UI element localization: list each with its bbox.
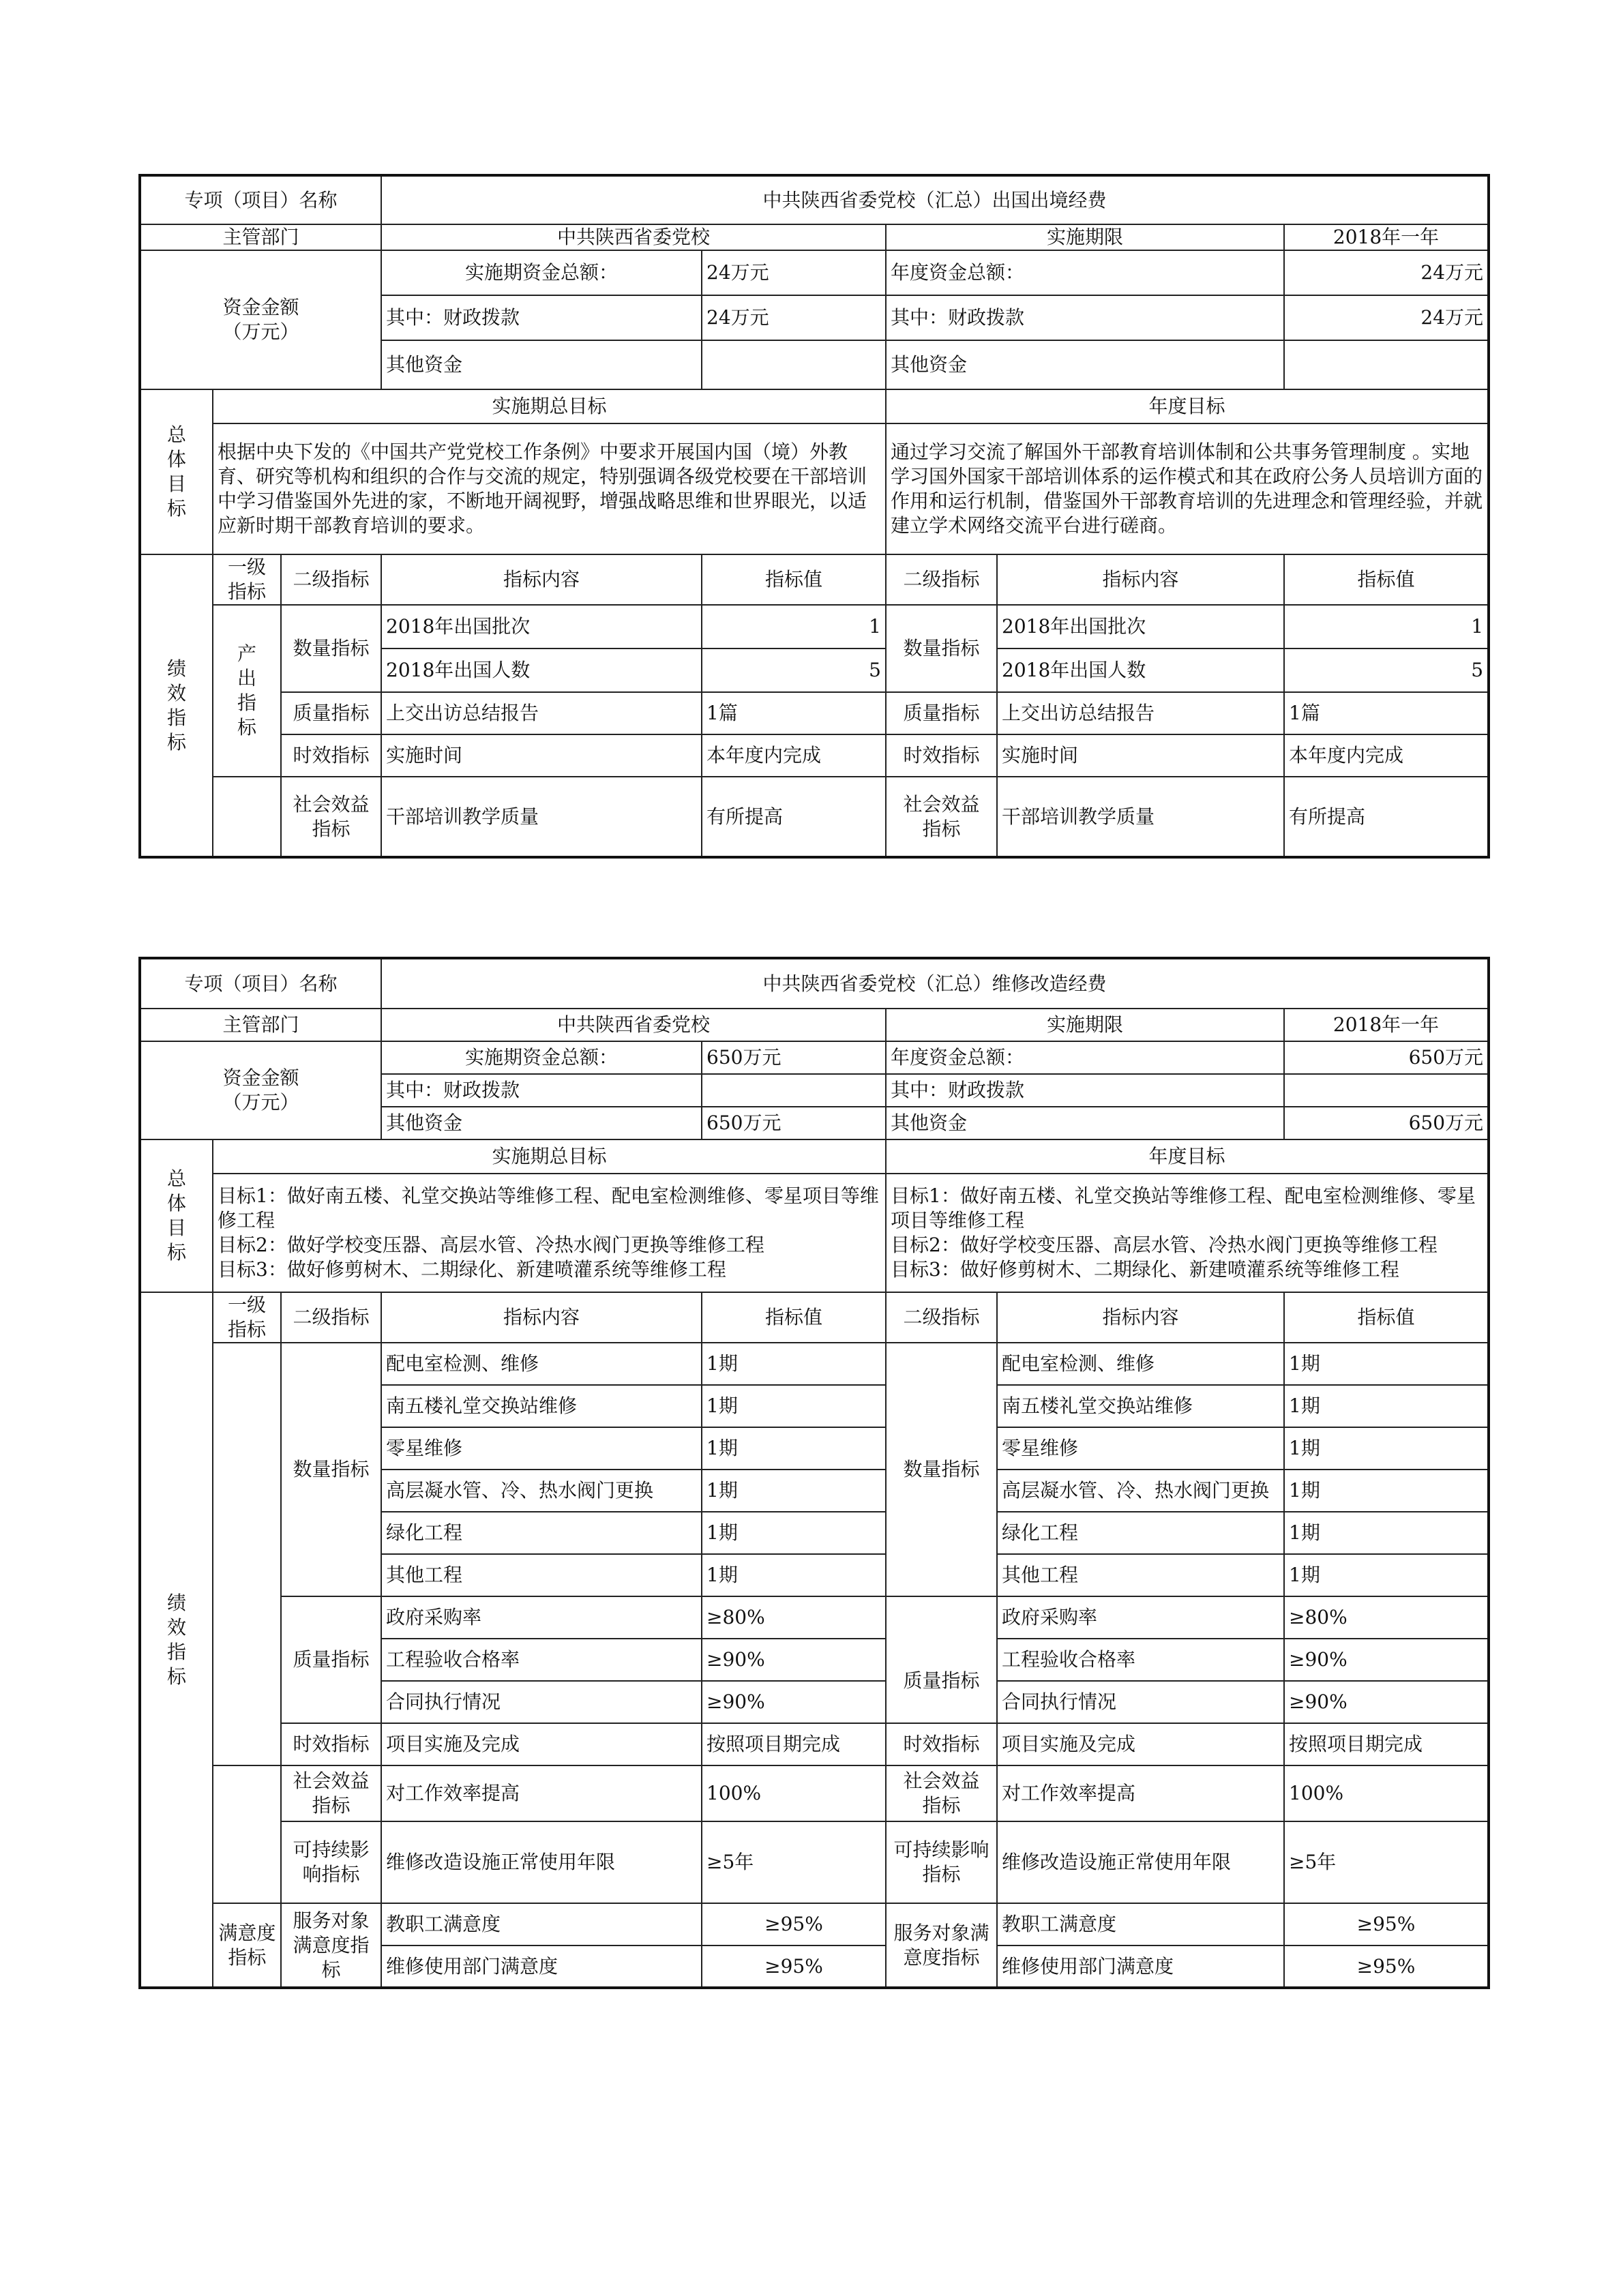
row-value: 1期 [702, 1385, 886, 1427]
year-row-value: 本年度内完成 [1284, 734, 1489, 777]
row-value: 100% [702, 1765, 886, 1821]
period-goal-line: 目标3：做好修剪树木、二期绿化、新建喷灌系统等维修工程 [218, 1258, 726, 1281]
dept-label: 主管部门 [140, 224, 381, 250]
year-other-value [1284, 340, 1489, 389]
period-goal-text: 根据中央下发的《中国共产党党校工作条例》中要求开展国内国（境）外教育、研究等机构和组织的合作与交流的规定，特别强调各级党校要在干部培训中学习借鉴国外先进的家，不断地开阔视野，增强战略思维和世界眼光，以适应新时期干部教育培训的要求。 [213, 423, 886, 554]
year-sustain-label [886, 1821, 997, 1903]
year-other-value: 650万元 [1284, 1107, 1489, 1139]
fiscal-value: 24万元 [702, 295, 886, 340]
row-content: 南五楼礼堂交换站维修 [381, 1385, 702, 1427]
fiscal-value [702, 1074, 886, 1107]
year-quality-label: 质量指标 [886, 692, 997, 734]
year-time-label: 时效指标 [886, 734, 997, 777]
row-content: 2018年出国人数 [381, 648, 702, 692]
social-label [281, 1765, 381, 1821]
row-value: 本年度内完成 [702, 734, 886, 777]
year-qty-label: 数量指标 [886, 1343, 997, 1596]
goal-label-text: 总体目标 [166, 423, 186, 520]
period-label: 实施期限 [886, 1009, 1284, 1041]
goal-label [140, 1139, 213, 1292]
row-value: ≥90% [702, 1639, 886, 1681]
year-row-content: 项目实施及完成 [997, 1723, 1284, 1765]
time-label: 时效指标 [281, 734, 381, 777]
year-social-label [886, 777, 997, 857]
output-l1-empty [213, 1343, 281, 1765]
project-table-2 [138, 957, 1490, 1989]
level1-header-text: 一级指标 [227, 556, 266, 603]
year-row-content: 合同执行情况 [997, 1681, 1284, 1723]
year-total-value: 24万元 [1284, 250, 1489, 295]
year-row-value: ≥90% [1284, 1639, 1489, 1681]
period-label: 实施期限 [886, 224, 1284, 250]
year-goal-label: 年度目标 [886, 1139, 1489, 1174]
time-label: 时效指标 [281, 1723, 381, 1765]
year-row-value: 1 [1284, 605, 1489, 648]
year-social-label-text: 社会效益指标 [903, 1770, 980, 1817]
year-row-content: 对工作效率提高 [997, 1765, 1284, 1821]
row-content: 实施时间 [381, 734, 702, 777]
year-row-content: 实施时间 [997, 734, 1284, 777]
year-satisfaction-l2-label [886, 1903, 997, 1988]
row-content: 政府采购率 [381, 1596, 702, 1639]
year-level2-header: 二级指标 [886, 554, 997, 605]
goal-label [140, 389, 213, 554]
social-label-text: 社会效益指标 [293, 1770, 370, 1817]
year-row-value: ≥90% [1284, 1681, 1489, 1723]
sustain-label [281, 1821, 381, 1903]
row-value: 1期 [702, 1512, 886, 1554]
year-social-label-text: 社会效益指标 [903, 792, 980, 840]
quality-label: 质量指标 [281, 1596, 381, 1723]
year-row-content: 教职工满意度 [997, 1903, 1284, 1945]
year-row-value: ≥80% [1284, 1596, 1489, 1639]
year-row-content: 2018年出国批次 [997, 605, 1284, 648]
level2-header: 二级指标 [281, 1292, 381, 1343]
row-value: ≥90% [702, 1681, 886, 1723]
year-time-label: 时效指标 [886, 1723, 997, 1765]
row-content: 干部培训教学质量 [381, 777, 702, 857]
year-fiscal-value [1284, 1074, 1489, 1107]
row-content: 上交出访总结报告 [381, 692, 702, 734]
year-other-label: 其他资金 [886, 1107, 1284, 1139]
year-satisfaction-l2-text: 服务对象满意度指标 [893, 1921, 989, 1969]
year-row-content: 其他工程 [997, 1554, 1284, 1596]
satisfaction-l1-text: 满意度指标 [218, 1921, 276, 1969]
period-goal-label: 实施期总目标 [213, 389, 886, 423]
effect-l1-empty [213, 777, 281, 857]
goal-label-text: 总体目标 [166, 1167, 186, 1264]
fund-label: 资金金额 （万元） [140, 1041, 381, 1139]
year-level2-header: 二级指标 [886, 1292, 997, 1343]
year-row-content: 绿化工程 [997, 1512, 1284, 1554]
year-row-value: 1期 [1284, 1343, 1489, 1385]
year-content-header: 指标内容 [997, 554, 1284, 605]
row-value: ≥95% [702, 1945, 886, 1988]
period-goal-label: 实施期总目标 [213, 1139, 886, 1174]
year-row-value: ≥95% [1284, 1945, 1489, 1988]
year-row-value: 1期 [1284, 1470, 1489, 1512]
year-goal-label: 年度目标 [886, 389, 1489, 423]
row-value: ≥80% [702, 1596, 886, 1639]
period-value: 2018年一年 [1284, 1009, 1489, 1041]
year-other-label: 其他资金 [886, 340, 1284, 389]
year-content-header: 指标内容 [997, 1292, 1284, 1343]
fund-label: 资金金额 （万元） [140, 250, 381, 389]
project-name: 中共陕西省委党校（汇总）出国出境经费 [381, 175, 1489, 224]
project-name: 中共陕西省委党校（汇总）维修改造经费 [381, 958, 1489, 1009]
qty-label: 数量指标 [281, 1343, 381, 1596]
quality-label: 质量指标 [281, 692, 381, 734]
perf-label-text: 绩效指标 [166, 657, 186, 754]
fiscal-label: 其中：财政拨款 [381, 1074, 702, 1107]
social-label-text: 社会效益指标 [293, 792, 370, 840]
row-value: 有所提高 [702, 777, 886, 857]
dept-value: 中共陕西省委党校 [381, 1009, 886, 1041]
year-row-content: 配电室检测、维修 [997, 1343, 1284, 1385]
project-label: 专项（项目）名称 [140, 175, 381, 224]
value-header: 指标值 [702, 1292, 886, 1343]
satisfaction-l2-text: 服务对象满意度指标 [293, 1909, 370, 1981]
year-fiscal-label: 其中：财政拨款 [886, 1074, 1284, 1107]
year-goal-text [886, 1174, 1489, 1292]
year-fiscal-label: 其中：财政拨款 [886, 295, 1284, 340]
year-row-content: 南五楼礼堂交换站维修 [997, 1385, 1284, 1427]
year-sustain-label-text: 可持续影响指标 [893, 1838, 989, 1885]
row-value: 1篇 [702, 692, 886, 734]
year-row-value: 按照项目期完成 [1284, 1723, 1489, 1765]
qty-label: 数量指标 [281, 605, 381, 692]
value-header: 指标值 [702, 554, 886, 605]
row-content: 零星维修 [381, 1427, 702, 1470]
year-row-content: 零星维修 [997, 1427, 1284, 1470]
dept-value: 中共陕西省委党校 [381, 224, 886, 250]
year-fiscal-value: 24万元 [1284, 295, 1489, 340]
row-value: 1 [702, 605, 886, 648]
year-row-value: 有所提高 [1284, 777, 1489, 857]
row-value: 1期 [702, 1554, 886, 1596]
row-content: 绿化工程 [381, 1512, 702, 1554]
year-value-header: 指标值 [1284, 554, 1489, 605]
year-goal-line: 目标3：做好修剪树木、二期绿化、新建喷灌系统等维修工程 [891, 1258, 1399, 1281]
period-goal-line: 目标2：做好学校变压器、高层水管、冷热水阀门更换等维修工程 [218, 1234, 764, 1256]
year-row-value: ≥95% [1284, 1903, 1489, 1945]
row-value: ≥5年 [702, 1821, 886, 1903]
row-value: 1期 [702, 1427, 886, 1470]
period-goal-text [213, 1174, 886, 1292]
fund-total-value: 650万元 [702, 1041, 886, 1074]
year-quality-label: 质量指标 [886, 1639, 997, 1723]
year-row-content: 2018年出国人数 [997, 648, 1284, 692]
dept-label: 主管部门 [140, 1009, 381, 1041]
output-label-text: 产出指标 [237, 642, 256, 739]
year-total-label: 年度资金总额： [886, 250, 1284, 295]
fund-total-value: 24万元 [702, 250, 886, 295]
year-social-label [886, 1765, 997, 1821]
row-content: 工程验收合格率 [381, 1639, 702, 1681]
year-quality-blank [886, 1596, 997, 1639]
other-label: 其他资金 [381, 1107, 702, 1139]
row-content: 教职工满意度 [381, 1903, 702, 1945]
year-row-value: 1篇 [1284, 692, 1489, 734]
row-content: 配电室检测、维修 [381, 1343, 702, 1385]
social-label [281, 777, 381, 857]
perf-label [140, 1292, 213, 1988]
content-header: 指标内容 [381, 1292, 702, 1343]
other-label: 其他资金 [381, 340, 702, 389]
project-label: 专项（项目）名称 [140, 958, 381, 1009]
level1-header [213, 1292, 281, 1343]
sustain-label-text: 可持续影响指标 [293, 1838, 370, 1885]
project-table-1 [138, 174, 1490, 859]
year-row-content: 高层凝水管、冷、热水阀门更换 [997, 1470, 1284, 1512]
level1-header [213, 554, 281, 605]
row-content: 维修改造设施正常使用年限 [381, 1821, 702, 1903]
year-row-value: 1期 [1284, 1554, 1489, 1596]
year-total-label: 年度资金总额： [886, 1041, 1284, 1074]
row-content: 高层凝水管、冷、热水阀门更换 [381, 1470, 702, 1512]
other-value: 650万元 [702, 1107, 886, 1139]
fund-total-label: 实施期资金总额： [381, 250, 702, 295]
year-row-content: 维修改造设施正常使用年限 [997, 1821, 1284, 1903]
row-content: 维修使用部门满意度 [381, 1945, 702, 1988]
year-row-value: 1期 [1284, 1385, 1489, 1427]
row-value: ≥95% [702, 1903, 886, 1945]
year-row-content: 上交出访总结报告 [997, 692, 1284, 734]
year-row-content: 工程验收合格率 [997, 1639, 1284, 1681]
year-row-value: 1期 [1284, 1512, 1489, 1554]
level2-header: 二级指标 [281, 554, 381, 605]
perf-label-text: 绩效指标 [166, 1591, 186, 1688]
year-qty-label: 数量指标 [886, 605, 997, 692]
year-total-value: 650万元 [1284, 1041, 1489, 1074]
output-label [213, 605, 281, 777]
perf-label [140, 554, 213, 857]
year-row-value: 100% [1284, 1765, 1489, 1821]
year-goal-line: 目标1：做好南五楼、礼堂交换站等维修工程、配电室检测维修、零星项目等维修工程 [891, 1184, 1476, 1232]
content-header: 指标内容 [381, 554, 702, 605]
period-value: 2018年一年 [1284, 224, 1489, 250]
row-content: 2018年出国批次 [381, 605, 702, 648]
other-value [702, 340, 886, 389]
effect-l1-empty [213, 1765, 281, 1903]
row-value: 1期 [702, 1343, 886, 1385]
row-value: 1期 [702, 1470, 886, 1512]
satisfaction-l2-label [281, 1903, 381, 1988]
row-content: 项目实施及完成 [381, 1723, 702, 1765]
row-content: 合同执行情况 [381, 1681, 702, 1723]
year-row-value: ≥5年 [1284, 1821, 1489, 1903]
row-value: 按照项目期完成 [702, 1723, 886, 1765]
satisfaction-l1-label [213, 1903, 281, 1988]
period-goal-line: 目标1：做好南五楼、礼堂交换站等维修工程、配电室检测维修、零星项目等维修工程 [218, 1184, 879, 1232]
year-row-value: 1期 [1284, 1427, 1489, 1470]
year-goal-text: 通过学习交流了解国外干部教育培训体制和公共事务管理制度 。实地学习国外国家干部培训体系的运作模式和其在政府公务人员培训方面的作用和运行机制，借鉴国外干部教育培训的先进理念和管理经验，并就建立学术网络交流平台进行磋商。 [886, 423, 1489, 554]
row-content: 其他工程 [381, 1554, 702, 1596]
row-content: 对工作效率提高 [381, 1765, 702, 1821]
year-value-header: 指标值 [1284, 1292, 1489, 1343]
year-row-content: 干部培训教学质量 [997, 777, 1284, 857]
row-value: 5 [702, 648, 886, 692]
year-row-content: 政府采购率 [997, 1596, 1284, 1639]
fund-total-label: 实施期资金总额： [381, 1041, 702, 1074]
year-row-content: 维修使用部门满意度 [997, 1945, 1284, 1988]
fiscal-label: 其中：财政拨款 [381, 295, 702, 340]
year-goal-line: 目标2：做好学校变压器、高层水管、冷热水阀门更换等维修工程 [891, 1234, 1438, 1256]
year-row-value: 5 [1284, 648, 1489, 692]
level1-header-text: 一级指标 [227, 1294, 266, 1341]
